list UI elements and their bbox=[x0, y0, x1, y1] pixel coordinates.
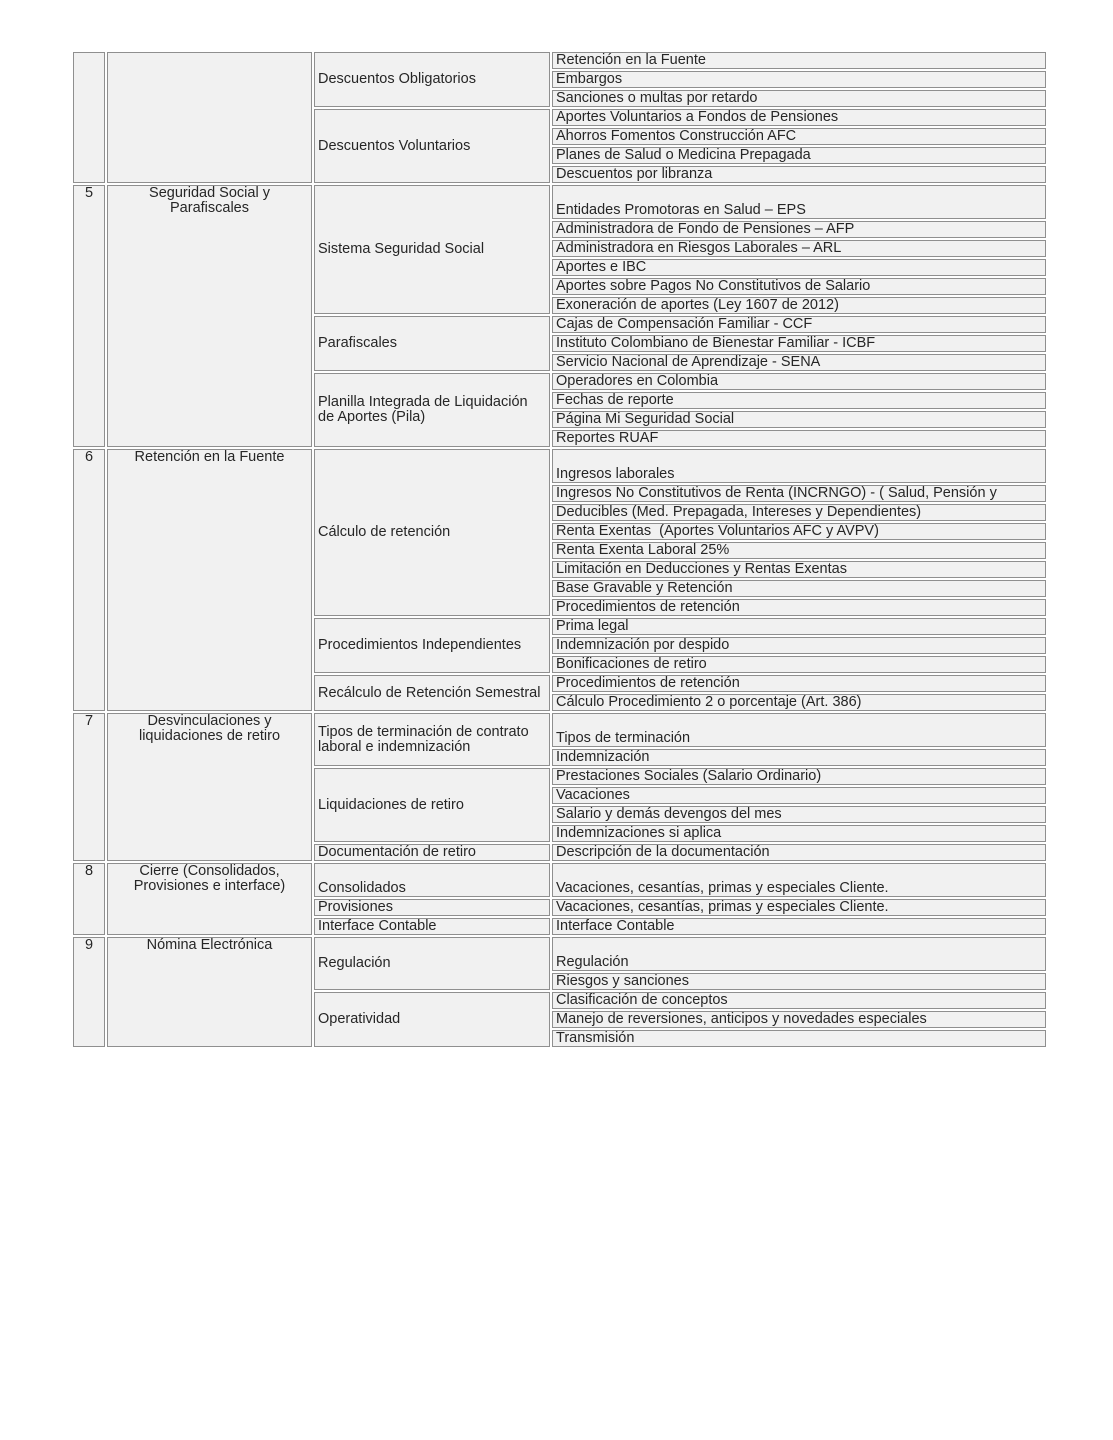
outline-row bbox=[73, 185, 1046, 219]
outline-row bbox=[73, 52, 1046, 69]
outline-row bbox=[73, 937, 1046, 971]
section-number-cell: 9 bbox=[73, 937, 105, 1047]
item-cell: Indemnización por despido bbox=[552, 637, 1046, 654]
item-cell: Descuentos por libranza bbox=[552, 166, 1046, 183]
item-cell: Ingresos laborales bbox=[552, 449, 1046, 483]
item-cell: Limitación en Deducciones y Rentas Exentas bbox=[552, 561, 1046, 578]
subtopic-cell: Planilla Integrada de Liquidación de Aportes (Pila) bbox=[314, 373, 550, 447]
section-topic-cell: Retención en la Fuente bbox=[107, 449, 312, 711]
item-cell: Administradora en Riesgos Laborales – ARL bbox=[552, 240, 1046, 257]
curriculum-outline-table bbox=[71, 50, 1048, 1049]
outline-row bbox=[73, 863, 1046, 897]
subtopic-cell: Documentación de retiro bbox=[314, 844, 550, 861]
item-cell: Ahorros Fomentos Construcción AFC bbox=[552, 128, 1046, 145]
item-cell: Regulación bbox=[552, 937, 1046, 971]
item-cell: Salario y demás devengos del mes bbox=[552, 806, 1046, 823]
section-number-cell: 6 bbox=[73, 449, 105, 711]
section-topic-cell: Desvinculaciones y liquidaciones de retiro bbox=[107, 713, 312, 861]
item-cell: Administradora de Fondo de Pensiones – AFP bbox=[552, 221, 1046, 238]
section-number-cell bbox=[73, 52, 105, 183]
section-number-cell: 8 bbox=[73, 863, 105, 935]
subtopic-cell: Recálculo de Retención Semestral bbox=[314, 675, 550, 711]
section-topic-cell: Nómina Electrónica bbox=[107, 937, 312, 1047]
item-cell: Página Mi Seguridad Social bbox=[552, 411, 1046, 428]
item-cell: Indemnizaciones si aplica bbox=[552, 825, 1046, 842]
outline-row bbox=[73, 713, 1046, 747]
subtopic-cell: Interface Contable bbox=[314, 918, 550, 935]
item-cell: Instituto Colombiano de Bienestar Familiar - ICBF bbox=[552, 335, 1046, 352]
item-cell: Entidades Promotoras en Salud – EPS bbox=[552, 185, 1046, 219]
item-cell: Procedimientos de retención bbox=[552, 675, 1046, 692]
item-cell: Ingresos No Constitutivos de Renta (INCRNGO) - ( Salud, Pensión y bbox=[552, 485, 1046, 502]
subtopic-cell: Regulación bbox=[314, 937, 550, 990]
item-cell: Interface Contable bbox=[552, 918, 1046, 935]
item-cell: Embargos bbox=[552, 71, 1046, 88]
item-cell: Manejo de reversiones, anticipos y novedades especiales bbox=[552, 1011, 1046, 1028]
item-cell: Retención en la Fuente bbox=[552, 52, 1046, 69]
item-cell: Tipos de terminación bbox=[552, 713, 1046, 747]
item-cell: Vacaciones bbox=[552, 787, 1046, 804]
item-cell: Indemnización bbox=[552, 749, 1046, 766]
subtopic-cell: Parafiscales bbox=[314, 316, 550, 371]
item-cell: Clasificación de conceptos bbox=[552, 992, 1046, 1009]
item-cell: Descripción de la documentación bbox=[552, 844, 1046, 861]
item-cell: Fechas de reporte bbox=[552, 392, 1046, 409]
section-number-cell: 5 bbox=[73, 185, 105, 447]
subtopic-cell: Cálculo de retención bbox=[314, 449, 550, 616]
item-cell: Renta Exentas (Aportes Voluntarios AFC y AVPV) bbox=[552, 523, 1046, 540]
subtopic-cell: Liquidaciones de retiro bbox=[314, 768, 550, 842]
subtopic-cell: Tipos de terminación de contrato laboral e indemnización bbox=[314, 713, 550, 766]
item-cell: Procedimientos de retención bbox=[552, 599, 1046, 616]
section-topic-cell bbox=[107, 52, 312, 183]
subtopic-cell: Operatividad bbox=[314, 992, 550, 1047]
item-cell: Renta Exenta Laboral 25% bbox=[552, 542, 1046, 559]
subtopic-cell: Procedimientos Independientes bbox=[314, 618, 550, 673]
section-number-cell: 7 bbox=[73, 713, 105, 861]
item-cell: Aportes sobre Pagos No Constitutivos de Salario bbox=[552, 278, 1046, 295]
item-cell: Cálculo Procedimiento 2 o porcentaje (Art. 386) bbox=[552, 694, 1046, 711]
item-cell: Deducibles (Med. Prepagada, Intereses y Dependientes) bbox=[552, 504, 1046, 521]
section-topic-cell: Cierre (Consolidados, Provisiones e interface) bbox=[107, 863, 312, 935]
item-cell: Prestaciones Sociales (Salario Ordinario) bbox=[552, 768, 1046, 785]
item-cell: Exoneración de aportes (Ley 1607 de 2012) bbox=[552, 297, 1046, 314]
subtopic-cell: Provisiones bbox=[314, 899, 550, 916]
subtopic-cell: Sistema Seguridad Social bbox=[314, 185, 550, 314]
subtopic-cell: Consolidados bbox=[314, 863, 550, 897]
item-cell: Transmisión bbox=[552, 1030, 1046, 1047]
item-cell: Base Gravable y Retención bbox=[552, 580, 1046, 597]
item-cell: Reportes RUAF bbox=[552, 430, 1046, 447]
item-cell: Vacaciones, cesantías, primas y especiales Cliente. bbox=[552, 863, 1046, 897]
outline-row bbox=[73, 449, 1046, 483]
item-cell: Vacaciones, cesantías, primas y especiales Cliente. bbox=[552, 899, 1046, 916]
section-topic-cell: Seguridad Social y Parafiscales bbox=[107, 185, 312, 447]
item-cell: Aportes e IBC bbox=[552, 259, 1046, 276]
subtopic-cell: Descuentos Obligatorios bbox=[314, 52, 550, 107]
subtopic-cell: Descuentos Voluntarios bbox=[314, 109, 550, 183]
item-cell: Aportes Voluntarios a Fondos de Pensiones bbox=[552, 109, 1046, 126]
curriculum-outline-body bbox=[73, 52, 1046, 1047]
item-cell: Prima legal bbox=[552, 618, 1046, 635]
item-cell: Bonificaciones de retiro bbox=[552, 656, 1046, 673]
item-cell: Servicio Nacional de Aprendizaje - SENA bbox=[552, 354, 1046, 371]
item-cell: Planes de Salud o Medicina Prepagada bbox=[552, 147, 1046, 164]
item-cell: Sanciones o multas por retardo bbox=[552, 90, 1046, 107]
item-cell: Operadores en Colombia bbox=[552, 373, 1046, 390]
item-cell: Cajas de Compensación Familiar - CCF bbox=[552, 316, 1046, 333]
item-cell: Riesgos y sanciones bbox=[552, 973, 1046, 990]
